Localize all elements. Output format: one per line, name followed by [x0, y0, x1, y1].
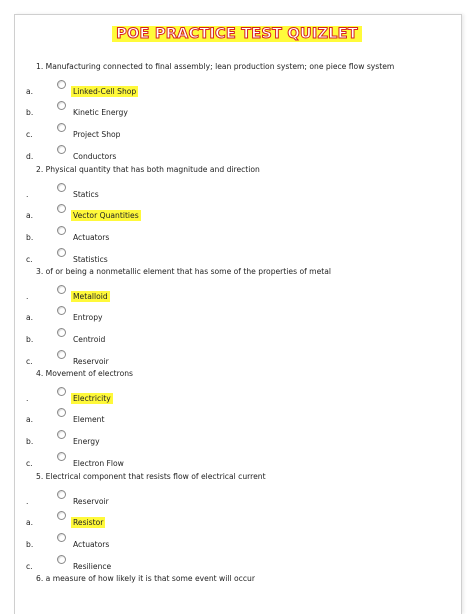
option-label: [73, 394, 113, 403]
option-letter: b.: [26, 108, 34, 117]
option-letter: b.: [26, 540, 34, 549]
option-text: Actuators: [73, 540, 110, 549]
option-letter: a.: [26, 211, 34, 220]
radio-button[interactable]: [57, 145, 66, 154]
radio-button[interactable]: [57, 306, 66, 315]
option-label: [73, 357, 109, 366]
option-text: Electron Flow: [73, 459, 124, 468]
radio-button[interactable]: [57, 101, 66, 110]
option-text: Energy: [73, 437, 100, 446]
option-label: [73, 87, 138, 96]
option-letter: c.: [26, 130, 33, 139]
option-letter: a.: [26, 518, 34, 527]
radio-button[interactable]: [57, 80, 66, 89]
option-text: Resilience: [73, 562, 112, 571]
question-text: 3. of or being a nonmetallic element that has some of the properties of metal: [36, 267, 331, 276]
radio-button[interactable]: [57, 328, 66, 337]
option-letter: .: [26, 497, 29, 506]
option-label: [73, 313, 103, 322]
option-text: Metalloid: [73, 292, 108, 301]
option-label: [73, 130, 121, 139]
question-text: 2. Physical quantity that has both magnitude and direction: [36, 165, 260, 174]
option-letter: a.: [26, 87, 34, 96]
question-text: 1. Manufacturing connected to final assembly; lean production system; one piece flow system: [36, 62, 395, 71]
radio-button[interactable]: [57, 387, 66, 396]
option-label: [73, 415, 104, 424]
radio-button[interactable]: [57, 226, 66, 235]
radio-button[interactable]: [57, 430, 66, 439]
radio-button[interactable]: [57, 285, 66, 294]
option-label: [73, 540, 109, 549]
option-letter: b.: [26, 437, 34, 446]
option-letter: b.: [26, 233, 34, 242]
option-label: [73, 152, 116, 161]
option-text: Vector Quantities: [73, 211, 139, 220]
option-letter: d.: [26, 152, 34, 161]
option-letter: c.: [26, 459, 33, 468]
option-label: [73, 497, 109, 506]
option-letter: c.: [26, 357, 33, 366]
question-text: 4. Movement of electrons: [36, 369, 134, 378]
option-letter: .: [26, 190, 29, 199]
option-text: Entropy: [73, 313, 103, 322]
radio-button[interactable]: [57, 452, 66, 461]
option-letter: a.: [26, 313, 34, 322]
option-text: Actuators: [73, 233, 110, 242]
option-text: Statistics: [73, 255, 108, 264]
option-letter: .: [26, 292, 29, 301]
radio-button[interactable]: [57, 490, 66, 499]
page-title: POE PRACTICE TEST QUIZLET: [0, 26, 474, 42]
option-text: Resistor: [73, 518, 104, 527]
option-text: Element: [73, 415, 105, 424]
option-label: [73, 233, 109, 242]
question-text: 5. Electrical component that resists flow of electrical current: [36, 472, 266, 481]
option-text: Centroid: [73, 335, 106, 344]
option-text: Electricity: [73, 394, 111, 403]
option-label: [73, 518, 105, 527]
option-label: [73, 562, 111, 571]
radio-button[interactable]: [57, 555, 66, 564]
option-letter: .: [26, 394, 29, 403]
option-label: [73, 335, 105, 344]
option-letter: b.: [26, 335, 34, 344]
option-label: [73, 292, 110, 301]
radio-button[interactable]: [57, 350, 66, 359]
option-text: Linked-Cell Shop: [73, 87, 137, 96]
radio-button[interactable]: [57, 123, 66, 132]
option-label: [73, 190, 99, 199]
radio-button[interactable]: [57, 204, 66, 213]
radio-button[interactable]: [57, 408, 66, 417]
radio-button[interactable]: [57, 511, 66, 520]
option-label: [73, 211, 141, 220]
option-label: [73, 108, 128, 117]
option-text: Reservoir: [73, 497, 109, 506]
radio-button[interactable]: [57, 533, 66, 542]
radio-button[interactable]: [57, 248, 66, 257]
option-letter: c.: [26, 562, 33, 571]
question-text: 6. a measure of how likely it is that some event will occur: [36, 574, 255, 583]
option-text: Conductors: [73, 152, 117, 161]
option-text: Statics: [73, 190, 99, 199]
radio-button[interactable]: [57, 183, 66, 192]
option-label: [73, 437, 100, 446]
option-letter: a.: [26, 415, 34, 424]
option-text: Project Shop: [73, 130, 121, 139]
option-label: [73, 459, 124, 468]
option-text: Kinetic Energy: [73, 108, 128, 117]
option-text: Reservoir: [73, 357, 109, 366]
option-label: [73, 255, 108, 264]
option-letter: c.: [26, 255, 33, 264]
